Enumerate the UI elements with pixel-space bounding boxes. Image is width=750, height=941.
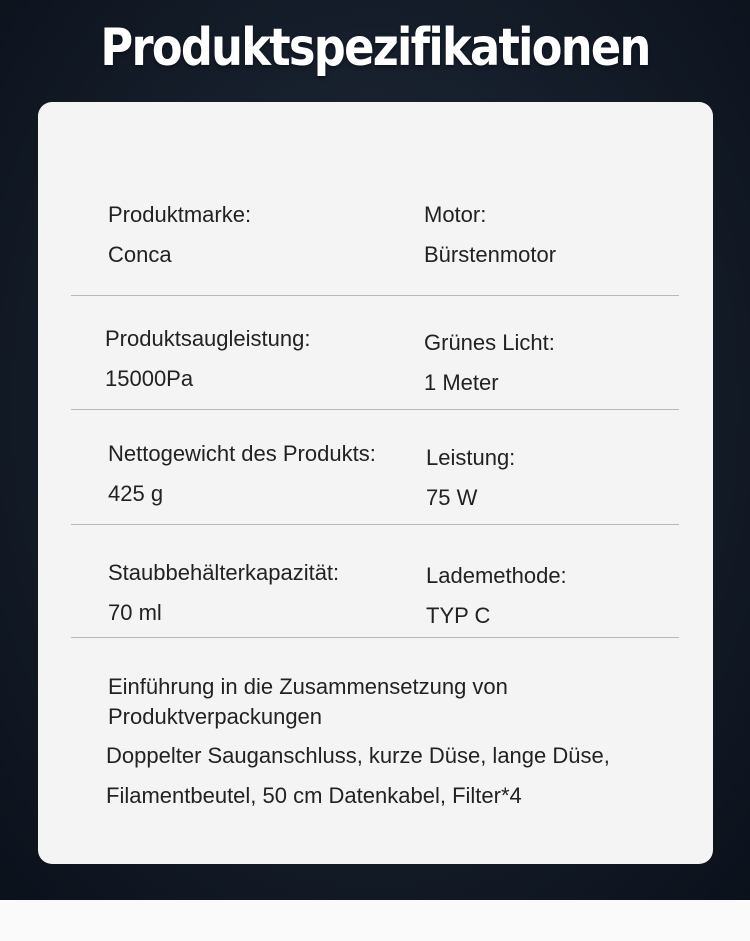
spec-value: 15000Pa [105, 366, 194, 391]
spec-suction [105, 326, 310, 392]
spec-label: Staubbehälterkapazität: [108, 560, 340, 585]
spec-charging [426, 563, 567, 629]
spec-weight [108, 441, 376, 507]
spec-label: Produktsaugleistung: [105, 326, 311, 351]
row-divider [71, 637, 679, 638]
spec-value: Bürstenmotor [424, 242, 557, 267]
spec-motor [424, 202, 556, 268]
spec-value: 425 g [108, 481, 164, 506]
row-divider [71, 295, 679, 296]
spec-value: 75 W [426, 485, 478, 510]
spec-brand [108, 202, 251, 268]
packaging-section [108, 672, 698, 812]
packaging-contents-line: Filamentbeutel, 50 cm Datenkabel, Filter*4 [106, 783, 522, 808]
packaging-title: Einführung in die Zusammensetzung von Produktverpackungen [108, 674, 508, 729]
spec-label: Produktmarke: [108, 202, 252, 227]
spec-label: Grünes Licht: [424, 330, 555, 355]
spec-card [38, 102, 713, 864]
spec-label: Leistung: [426, 445, 516, 470]
spec-label: Nettogewicht des Produkts: [108, 441, 376, 466]
spec-power [426, 445, 515, 511]
spec-value: TYP C [426, 603, 491, 628]
packaging-contents-line: Doppelter Sauganschluss, kurze Düse, lange Düse, [106, 743, 610, 768]
spec-value: 70 ml [108, 600, 162, 625]
row-divider [71, 409, 679, 410]
row-divider [71, 524, 679, 525]
spec-label: Motor: [424, 202, 487, 227]
spec-green-light [424, 330, 555, 396]
spec-label: Lademethode: [426, 563, 567, 588]
spec-dust-capacity [108, 560, 339, 626]
page-title: Produktspezifikationen [100, 18, 650, 78]
spec-value: 1 Meter [424, 370, 499, 395]
spec-value: Conca [108, 242, 172, 267]
bottom-strip [0, 900, 750, 941]
